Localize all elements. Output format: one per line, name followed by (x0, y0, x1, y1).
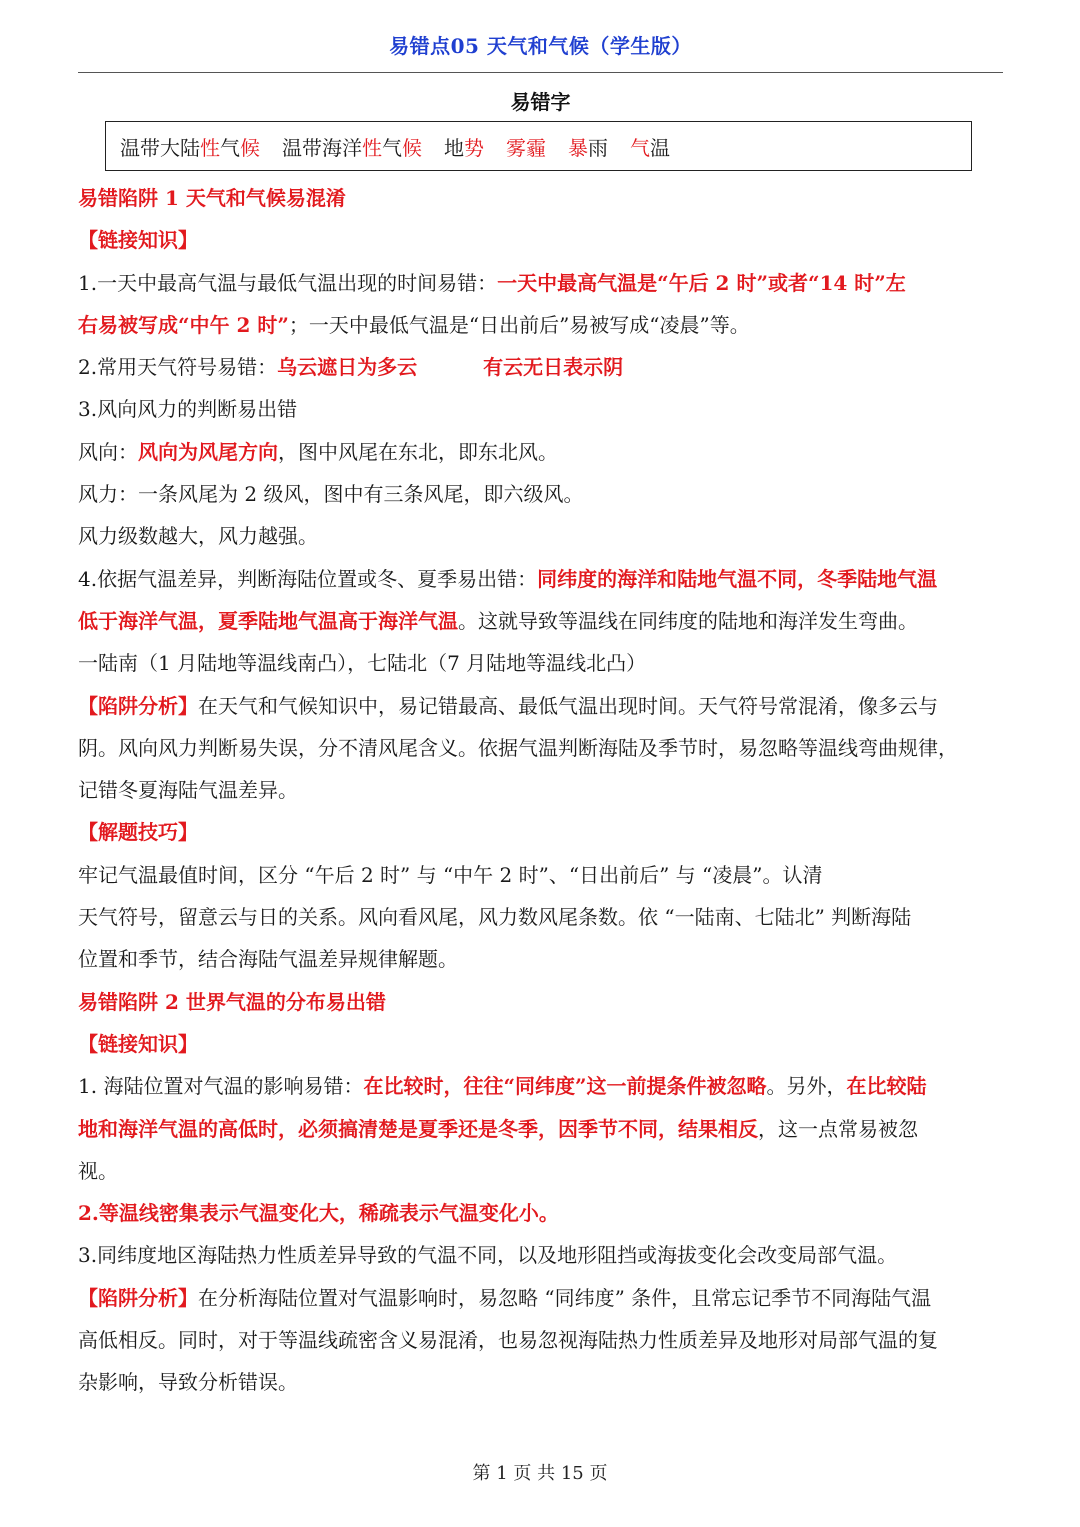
typo-word: 气温 (630, 135, 670, 160)
link-knowledge-tag: 【链接知识】 (78, 228, 198, 253)
paragraph-line: 杂影响，导致分析错误。 (78, 1370, 298, 1395)
paragraph-line: 1. 海陆位置对气温的影响易错：在比较时，往往“同纬度”这一前提条件被忽略。另外，在比较陆 (78, 1074, 927, 1099)
typo-word: 温带大陆性气候 (120, 135, 260, 160)
solution-tips-tag: 【解题技巧】 (78, 820, 198, 845)
paragraph-line: 1.一天中最高气温与最低气温出现的时间易错：一天中最高气温是“午后 2 时”或者“14 时”左 (78, 270, 906, 295)
paragraph-line: 一陆南（1 月陆地等温线南凸），七陆北（7 月陆地等温线北凸） (78, 651, 647, 676)
paragraph-line: 天气符号，留意云与日的关系。风向看风尾，风力数风尾条数。依 “一陆南、七陆北” 判断海陆 (78, 905, 912, 930)
typo-word: 地势 (444, 135, 484, 160)
typo-word: 温带海洋性气候 (282, 135, 422, 160)
paragraph-line: 高低相反。同时，对于等温线疏密含义易混淆，也易忽视海陆热力性质差异及地形对局部气温的复 (78, 1328, 938, 1353)
document-body (78, 177, 1003, 1404)
paragraph-line: 牢记气温最值时间，区分 “午后 2 时” 与 “中午 2 时”、“日出前后” 与 “凌晨”。认清 (78, 862, 823, 887)
typo-word: 雾霾 (506, 135, 546, 160)
paragraph-line: 2.常用天气符号易错：乌云遮日为多云 有云无日表示阴 (78, 355, 624, 380)
page-number: 第 1 页 共 15 页 (472, 1463, 608, 1484)
section-heading: 易错陷阱 1 天气和气候易混淆 (78, 186, 346, 210)
paragraph-line: 地和海洋气温的高低时，必须搞清楚是夏季还是冬季，因季节不同，结果相反，这一点常易被忽 (78, 1116, 918, 1141)
link-knowledge-tag: 【链接知识】 (78, 1031, 198, 1056)
paragraph-line: 【陷阱分析】在分析海陆位置对气温影响时，易忽略 “同纬度” 条件，且常忘记季节不同海陆气温 (78, 1285, 932, 1310)
paragraph-line: 【陷阱分析】在天气和气候知识中，易记错最高、最低气温出现时间。天气符号常混淆，像多云与 (78, 693, 938, 718)
paragraph-line: 风向：风向为风尾方向，图中风尾在东北，即东北风。 (78, 439, 558, 464)
paragraph-line: 风力级数越大，风力越强。 (78, 524, 318, 549)
paragraph-line: 风力：一条风尾为 2 级风，图中有三条风尾，即六级风。 (78, 482, 584, 507)
paragraph-line: 2.等温线密集表示气温变化大，稀疏表示气温变化小。 (78, 1201, 559, 1226)
paragraph-line: 位置和季节，结合海陆气温差异规律解题。 (78, 947, 458, 972)
paragraph-line: 视。 (78, 1158, 118, 1183)
typo-words-box (105, 121, 972, 171)
paragraph-line: 记错冬夏海陆气温差异。 (78, 778, 298, 803)
typo-word: 暴雨 (568, 135, 608, 160)
typo-words-heading: 易错字 (510, 90, 571, 114)
paragraph-line: 低于海洋气温，夏季陆地气温高于海洋气温。这就导致等温线在同纬度的陆地和海洋发生弯曲。 (78, 608, 918, 633)
paragraph-line: 右易被写成“中午 2 时”；一天中最低气温是“日出前后”易被写成“凌晨”等。 (78, 312, 750, 337)
document-title: 易错点05 天气和气候（学生版） (389, 34, 692, 58)
paragraph-line: 3.同纬度地区海陆热力性质差异导致的气温不同，以及地形阻挡或海拔变化会改变局部气温。 (78, 1243, 898, 1268)
paragraph-line: 4.依据气温差异，判断海陆位置或冬、夏季易出错：同纬度的海洋和陆地气温不同，冬季陆地气温 (78, 566, 938, 591)
title-divider (78, 72, 1003, 73)
paragraph-line: 阴。风向风力判断易失误，分不清风尾含义。依据气温判断海陆及季节时，易忽略等温线弯曲规律， (78, 735, 958, 760)
section-heading: 易错陷阱 2 世界气温的分布易出错 (78, 989, 386, 1014)
paragraph-line: 3.风向风力的判断易出错 (78, 397, 298, 422)
